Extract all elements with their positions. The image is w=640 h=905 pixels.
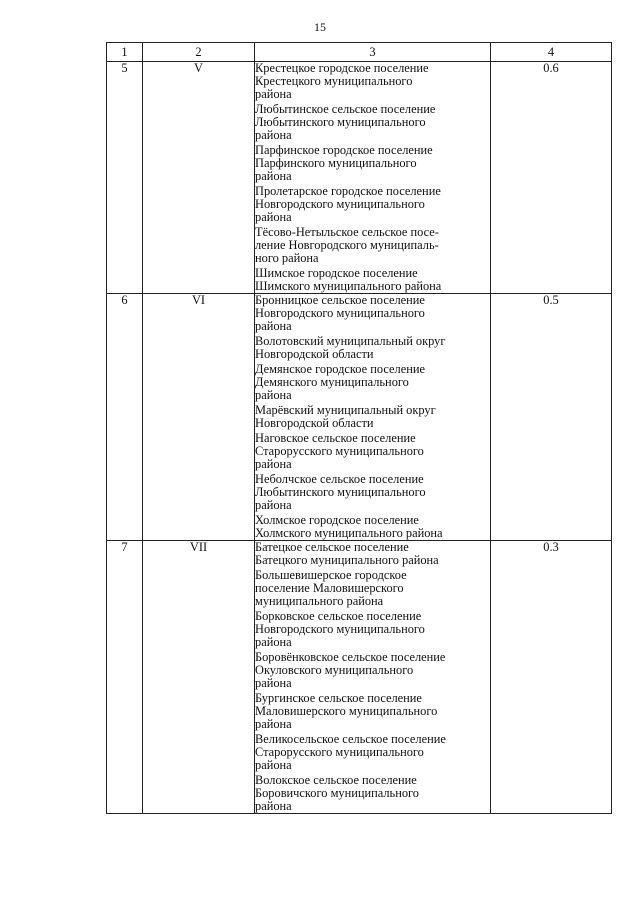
municipality-item-line: Любытинского муниципального: [255, 485, 426, 499]
table-row: [107, 62, 612, 294]
municipality-item-line: Старорусского муниципального: [255, 745, 424, 759]
municipality-item: [255, 103, 490, 142]
municipality-item-line: района: [255, 457, 292, 471]
municipality-item-line: Великосельское сельское поселение: [255, 732, 446, 746]
municipality-item: [255, 404, 490, 430]
municipality-item-line: Любытинское сельское поселение: [255, 102, 436, 116]
municipality-item-line: Неболчское сельское поселение: [255, 472, 424, 486]
municipality-item-line: Шимское городское поселение: [255, 266, 418, 280]
municipality-item: [255, 363, 490, 402]
municipality-item-line: Бронницкое сельское поселение: [255, 293, 425, 307]
column-header-2: 2: [143, 43, 255, 62]
municipality-item-line: района: [255, 388, 292, 402]
municipality-item-line: Наговское сельское поселение: [255, 431, 416, 445]
municipality-item-line: Боровичского муниципального: [255, 786, 419, 800]
municipality-item-line: района: [255, 210, 292, 224]
municipality-item-line: района: [255, 87, 292, 101]
municipality-item-line: Батецкого муниципального района: [255, 553, 439, 567]
column-header-1: 1: [107, 43, 143, 62]
municipality-item: [255, 226, 490, 265]
municipality-item-line: Холмского муниципального района: [255, 526, 443, 540]
municipality-item: [255, 610, 490, 649]
municipality-item: [255, 294, 490, 333]
municipality-item-line: Тёсово-Нетыльское сельское посе-: [255, 225, 439, 239]
municipality-item-line: Новгородского муниципального: [255, 622, 425, 636]
municipality-item-line: Волокское сельское поселение: [255, 773, 417, 787]
column-header-3: 3: [255, 43, 491, 62]
municipality-item: [255, 267, 490, 293]
municipality-item-line: Демянского муниципального: [255, 375, 409, 389]
municipality-item-line: Новгородского муниципального: [255, 197, 425, 211]
municipality-item-line: Новгородского муниципального: [255, 306, 425, 320]
municipality-item: [255, 569, 490, 608]
municipality-item-line: Марёвский муниципальный округ: [255, 403, 436, 417]
municipality-item-line: Большевишерское городское: [255, 568, 407, 582]
municipality-item-line: Любытинского муниципального: [255, 115, 426, 129]
municipality-item-line: Старорусского муниципального: [255, 444, 424, 458]
coefficient-value: 0.6: [491, 62, 612, 294]
municipality-item-line: Демянское городское поселение: [255, 362, 425, 376]
municipality-item-line: муниципального района: [255, 594, 384, 608]
municipality-item-line: Батецкое сельское поселение: [255, 540, 409, 554]
municipality-item-line: района: [255, 758, 292, 772]
municipality-item: [255, 541, 490, 567]
municipality-item-line: района: [255, 676, 292, 690]
coefficient-value: 0.5: [491, 294, 612, 541]
municipality-item-line: района: [255, 319, 292, 333]
row-number: 5: [107, 62, 143, 294]
municipality-item-line: района: [255, 799, 292, 813]
municipality-item: [255, 185, 490, 224]
municipality-item-line: Бургинское сельское поселение: [255, 691, 422, 705]
municipality-item: [255, 733, 490, 772]
municipality-item: [255, 335, 490, 361]
municipality-item: [255, 692, 490, 731]
municipality-list: [255, 541, 491, 814]
municipality-item-line: ление Новгородского муниципаль-: [255, 238, 439, 252]
zone-number: VI: [143, 294, 255, 541]
municipality-item-line: района: [255, 128, 292, 142]
municipality-item-line: Крестецкое городское поселение: [255, 61, 429, 75]
zone-number: V: [143, 62, 255, 294]
municipality-item-line: Волотовский муниципальный округ: [255, 334, 446, 348]
municipality-item-line: ного района: [255, 251, 319, 265]
municipality-item-line: Парфинское городское поселение: [255, 143, 433, 157]
document-table: [106, 42, 612, 814]
municipality-item: [255, 432, 490, 471]
table-body: [107, 62, 612, 814]
municipality-item-line: Пролетарское городское поселение: [255, 184, 441, 198]
row-number: 6: [107, 294, 143, 541]
municipality-item-line: Шимского муниципального района: [255, 279, 442, 293]
municipality-item: [255, 514, 490, 540]
table-row: [107, 294, 612, 541]
municipality-item: [255, 651, 490, 690]
municipality-list: [255, 294, 491, 541]
municipality-item-line: Холмское городское поселение: [255, 513, 419, 527]
municipality-item-line: района: [255, 635, 292, 649]
municipality-item-line: Новгородской области: [255, 416, 374, 430]
page-number: 15: [314, 20, 326, 34]
municipality-item-line: Окуловского муниципального: [255, 663, 414, 677]
municipality-item-line: Крестецкого муниципального: [255, 74, 413, 88]
table-row: [107, 541, 612, 814]
municipality-list: [255, 62, 491, 294]
municipality-item-line: Маловишерского муниципального: [255, 704, 438, 718]
municipality-item-line: Новгородской области: [255, 347, 374, 361]
table-header-row: [107, 43, 612, 62]
municipality-item-line: района: [255, 169, 292, 183]
municipality-item-line: Боровёнковское сельское поселение: [255, 650, 446, 664]
municipality-item-line: района: [255, 498, 292, 512]
municipality-item-line: поселение Маловишерского: [255, 581, 404, 595]
municipality-item-line: Парфинского муниципального: [255, 156, 417, 170]
column-header-4: 4: [491, 43, 612, 62]
municipality-item-line: района: [255, 717, 292, 731]
coefficient-value: 0.3: [491, 541, 612, 814]
municipality-item: [255, 62, 490, 101]
municipality-item-line: Борковское сельское поселение: [255, 609, 422, 623]
zone-number: VII: [143, 541, 255, 814]
municipality-item: [255, 144, 490, 183]
municipality-item: [255, 774, 490, 813]
municipality-item: [255, 473, 490, 512]
row-number: 7: [107, 541, 143, 814]
